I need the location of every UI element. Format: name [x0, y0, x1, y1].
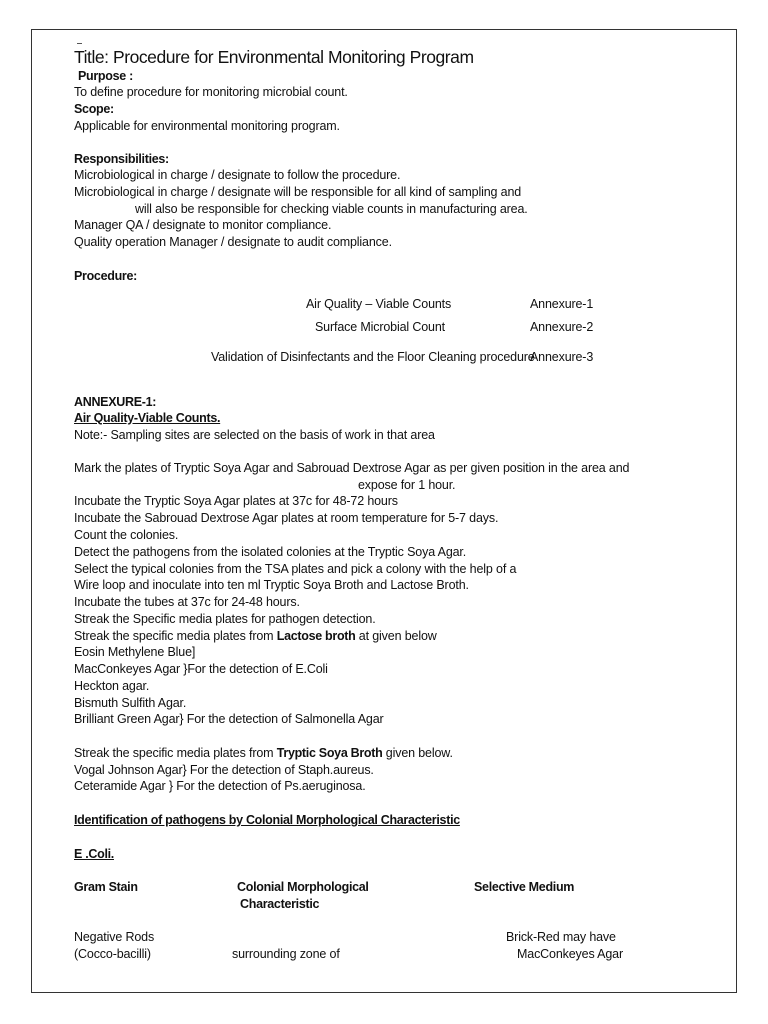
annexure1-step: Incubate the tubes at 37c for 24-48 hours. — [74, 595, 300, 609]
annexure1-note: Note:- Sampling sites are selected on the basis of work in that area — [74, 428, 435, 442]
lactose-medium: Heckton agar. — [74, 679, 150, 693]
lactose-medium: Eosin Methylene Blue] — [74, 645, 196, 659]
document-title: Title: Procedure for Environmental Monitoring Program — [74, 47, 474, 67]
purpose-text: To define procedure for monitoring microbial count. — [74, 85, 348, 99]
annexure1-step: Select the typical colonies from the TSA plates and pick a colony with the help of a — [74, 562, 517, 576]
tryptic-soya-broth-label: Tryptic Soya Broth — [276, 746, 383, 760]
procedure-item-annex: Annexure-3 — [530, 350, 594, 364]
responsibility-line: Microbiological in charge / designate will be responsible for all kind of sampling and — [74, 185, 522, 199]
annexure1-step: Count the colonies. — [74, 528, 179, 542]
responsibility-line: Microbiological in charge / designate to follow the procedure. — [74, 168, 401, 182]
procedure-item-name: Surface Microbial Count — [315, 320, 445, 334]
streak-lactose-line — [74, 629, 437, 644]
annexure1-heading: ANNEXURE-1: — [74, 395, 157, 409]
cell-gram-stain: Negative Rods — [74, 930, 155, 944]
cell-gram-stain-line2: (Cocco-bacilli) — [74, 947, 151, 961]
cell-selective-medium-line2: MacConkeyes Agar — [517, 947, 623, 961]
procedure-item-annex: Annexure-1 — [530, 297, 594, 311]
column-header-selective-medium: Selective Medium — [474, 880, 575, 894]
column-header-morphology: Colonial Morphological — [237, 880, 369, 894]
responsibility-line: will also be responsible for checking viable counts in manufacturing area. — [135, 202, 528, 216]
annexure1-step: Mark the plates of Tryptic Soya Agar and Sabrouad Dextrose Agar as per given position in the area and — [74, 461, 630, 475]
responsibility-line: Manager QA / designate to monitor compliance. — [74, 218, 332, 232]
lactose-medium: Brilliant Green Agar} For the detection of Salmonella Agar — [74, 712, 384, 726]
scope-text: Applicable for environmental monitoring program. — [74, 119, 340, 133]
streak-tsb-line — [74, 746, 453, 761]
title-mark — [77, 43, 82, 44]
annexure1-step: expose for 1 hour. — [358, 478, 456, 492]
streak-tsb-prefix: Streak the specific media plates from — [74, 746, 277, 760]
responsibilities-heading: Responsibilities: — [74, 152, 169, 166]
annexure1-step: Incubate the Tryptic Soya Agar plates at 37c for 48-72 hours — [74, 494, 398, 508]
annexure1-step: Wire loop and inoculate into ten ml Tryptic Soya Broth and Lactose Broth. — [74, 578, 469, 592]
column-header-morphology-line2: Characteristic — [240, 897, 320, 911]
scope-heading: Scope: — [74, 102, 114, 116]
identification-heading: Identification of pathogens by Colonial Morphological Characteristic — [74, 813, 460, 827]
tsb-medium: Vogal Johnson Agar} For the detection of Staph.aureus. — [74, 763, 374, 777]
procedure-heading: Procedure: — [74, 269, 137, 283]
procedure-item-annex: Annexure-2 — [530, 320, 594, 334]
lactose-medium: MacConkeyes Agar }For the detection of E.Coli — [74, 662, 328, 676]
annexure1-step: Detect the pathogens from the isolated colonies at the Tryptic Soya Agar. — [74, 545, 467, 559]
cell-selective-medium: Brick-Red may have — [506, 930, 616, 944]
streak-lactose-suffix: at given below — [355, 629, 437, 643]
tsb-medium: Ceteramide Agar } For the detection of Ps.aeruginosa. — [74, 779, 366, 793]
annexure1-step: Incubate the Sabrouad Dextrose Agar plates at room temperature for 5-7 days. — [74, 511, 499, 525]
lactose-broth-label: Lactose broth — [276, 629, 356, 643]
purpose-heading: Purpose : — [78, 69, 133, 83]
lactose-medium: Bismuth Sulfith Agar. — [74, 696, 187, 710]
cell-morphology: surrounding zone of — [232, 947, 340, 961]
procedure-item-name: Validation of Disinfectants and the Floor Cleaning procedure — [211, 350, 535, 364]
column-header-gram-stain: Gram Stain — [74, 880, 138, 894]
annexure1-subheading: Air Quality-Viable Counts. — [74, 411, 221, 425]
procedure-item-name: Air Quality – Viable Counts — [306, 297, 452, 311]
responsibility-line: Quality operation Manager / designate to audit compliance. — [74, 235, 392, 249]
streak-tsb-suffix: given below. — [382, 746, 453, 760]
organism-heading: E .Coli. — [74, 847, 114, 861]
streak-lactose-prefix: Streak the specific media plates from — [74, 629, 277, 643]
annexure1-step: Streak the Specific media plates for pathogen detection. — [74, 612, 376, 626]
